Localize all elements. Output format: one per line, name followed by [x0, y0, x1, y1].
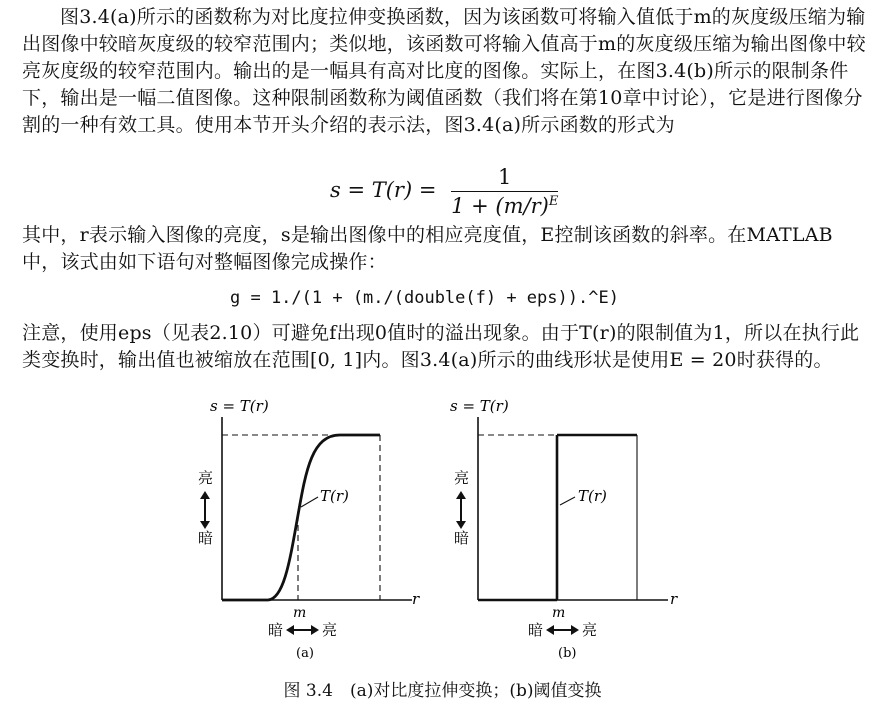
fig-a-curve-label: T(r)	[320, 487, 349, 505]
fig-a-horiz-arrowhead-right	[311, 625, 319, 635]
fig-b-m-label: m	[552, 605, 566, 621]
fig-a-vert-dark: 暗	[198, 529, 214, 547]
fig-b-sublabel: (b)	[558, 646, 577, 661]
figure-caption: 图 3.4 (a)对比度拉伸变换；(b)阈值变换	[283, 681, 602, 701]
equation-lhs: s = T(r) =	[330, 178, 437, 202]
fig-b-x-label: r	[670, 590, 678, 608]
fig-b-pointer	[560, 497, 575, 505]
fig-a-vert-arrowhead-down	[200, 521, 210, 529]
denominator-text: 1 + (m/r)	[451, 194, 549, 218]
fig-b-vert-arrowhead-down	[456, 521, 466, 529]
equation-numerator: 1	[451, 165, 558, 192]
fig-b-vert-dark: 暗	[454, 529, 470, 547]
fig-a-sublabel: (a)	[296, 646, 314, 661]
fig-a-horiz-bright: 亮	[322, 621, 338, 639]
fig-b-vert-bright: 亮	[454, 469, 470, 487]
paragraph-note: 注意，使用eps（见表2.10）可避免f出现0值时的溢出现象。由于T(r)的限制值为1，所以在执行此类变换时，输出值也被缩放在范围[0, 1]内。图3.4(a)所示的曲线形状是使用E = 20时获得的。	[22, 322, 860, 371]
fig-a-y-label: s = T(r)	[210, 397, 269, 415]
fig-a-pointer	[301, 497, 318, 507]
fig-b-horiz-arrowhead-left	[546, 625, 554, 635]
equation-denominator	[451, 192, 558, 218]
fig-a-m-label: m	[293, 605, 307, 621]
equation-fraction	[451, 165, 558, 218]
fig-b-horiz-dark: 暗	[528, 621, 544, 639]
fig-b-vert-arrowhead-up	[456, 491, 466, 499]
fig-b-y-label: s = T(r)	[450, 397, 509, 415]
fig-a-horiz-arrowhead-left	[286, 625, 294, 635]
fig-b-horiz-bright: 亮	[582, 621, 598, 639]
fig-a-horiz-dark: 暗	[268, 621, 284, 639]
equation	[330, 165, 558, 218]
paragraph-explanation: 其中，r表示输入图像的亮度，s是输出图像中的相应亮度值，E控制该函数的斜率。在MATLAB中，该式由如下语句对整幅图像完成操作：	[22, 224, 833, 273]
fig-a-x-label: r	[412, 590, 420, 608]
fig-a-vert-bright: 亮	[198, 469, 214, 487]
fig-b-horiz-arrowhead-right	[571, 625, 579, 635]
paragraph-intro: 图3.4(a)所示的函数称为对比度拉伸变换函数，因为该函数可将输入值低于m的灰度级压缩为输出图像中较暗灰度级的较窄范围内；类似地，该函数可将输入值高于m的灰度级压缩为输出图像中较亮灰度级的较窄范围内。输出的是一幅具有高对比度的图像。实际上，在图3.4(b)所示的限制条件下，输出是一幅二值图像。这种限制函数称为阈值函数（我们将在第10章中讨论），它是进行图像分割的一种有效工具。使用本节开头介绍的表示法，图3.4(a)所示函数的形式为	[22, 6, 866, 136]
fig-a-vert-arrowhead-up	[200, 491, 210, 499]
equation-exponent: E	[548, 194, 559, 209]
figure-b	[440, 395, 690, 665]
figure-a	[180, 395, 430, 665]
code-line: g = 1./(1 + (m./(double(f) + eps)).^E)	[230, 288, 619, 308]
fig-a-curve	[222, 435, 380, 600]
fig-b-curve-label: T(r)	[578, 487, 607, 505]
